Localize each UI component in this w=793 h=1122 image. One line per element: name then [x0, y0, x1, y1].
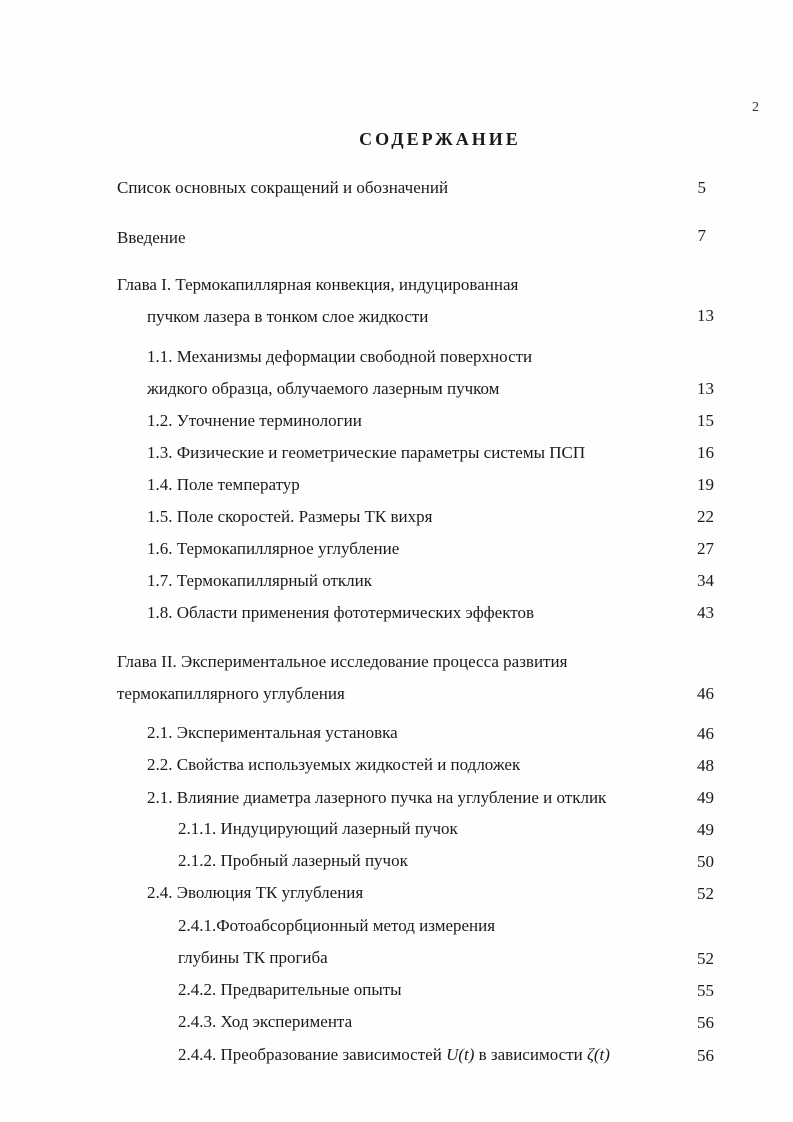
toc-entry-text-with-math: [178, 1045, 610, 1065]
toc-entry-text: 2.1.2. Пробный лазерный пучок: [178, 851, 408, 870]
toc-entry-text: глубины ТК прогиба: [178, 948, 328, 967]
toc-entry-page: 50: [697, 852, 714, 871]
page-number: 2: [752, 100, 759, 115]
toc-entry-text: 1.1. Механизмы деформации свободной поверхности: [147, 347, 533, 366]
toc-entry-page: 46: [697, 684, 714, 703]
toc-entry-text: 2.2. Свойства используемых жидкостей и подложек: [147, 755, 521, 774]
toc-entry-text: термокапиллярного углубления: [117, 684, 345, 703]
toc-entry-page: 16: [697, 443, 714, 462]
toc-entry-text: Глава II. Экспериментальное исследование процесса развития: [117, 652, 568, 671]
toc-entry-text: 1.6. Термокапиллярное углубление: [147, 539, 400, 558]
toc-title: СОДЕРЖАНИЕ: [359, 129, 521, 149]
toc-entry-page: 46: [697, 724, 714, 743]
toc-entry-text: 2.4. Эволюция ТК углубления: [147, 883, 364, 902]
toc-entry-text: Глава I. Термокапиллярная конвекция, индуцированная: [117, 275, 519, 294]
toc-entry-page: 52: [697, 949, 714, 968]
toc-entry-text: жидкого образца, облучаемого лазерным пучком: [147, 379, 500, 398]
toc-entry-page: 7: [697, 226, 706, 245]
toc-entry-text: 1.5. Поле скоростей. Размеры ТК вихря: [147, 507, 433, 526]
toc-entry-page: 55: [697, 981, 714, 1000]
toc-entry-text: пучком лазера в тонком слое жидкости: [147, 307, 429, 326]
toc-entry-page: 52: [697, 884, 714, 903]
toc-entry-text: 2.1.1. Индуцирующий лазерный пучок: [178, 819, 458, 838]
toc-entry-page: 22: [697, 507, 714, 526]
toc-entry-page: 15: [697, 411, 714, 430]
toc-entry-text: Список основных сокращений и обозначений: [117, 178, 449, 197]
toc-entry-text: 1.3. Физические и геометрические параметры системы ПСП: [147, 443, 586, 462]
toc-entry-page: 34: [697, 571, 714, 590]
toc-entry-page: 49: [697, 788, 714, 807]
toc-entry-text: в зависимости: [478, 1045, 583, 1064]
toc-entry-page: 48: [697, 756, 714, 775]
toc-entry-text: Введение: [117, 228, 186, 247]
toc-entry-text: 1.8. Области применения фототермических эффектов: [147, 603, 534, 622]
toc-entry-text: 1.2. Уточнение терминологии: [147, 411, 362, 430]
toc-entry-page: 56: [697, 1013, 714, 1032]
toc-entry-text: 2.4.2. Предварительные опыты: [178, 980, 402, 999]
toc-entry-page: 27: [697, 539, 714, 558]
math-zeta-of-t: ζ(t): [586, 1045, 610, 1064]
toc-entry-text: 1.7. Термокапиллярный отклик: [147, 571, 373, 590]
toc-entry-text: 2.4.1.Фотоабсорбционный метод измерения: [178, 916, 496, 935]
toc-entry-page: 13: [697, 379, 714, 398]
toc-entry-page: 13: [697, 306, 714, 325]
toc-entry-text: 2.4.4. Преобразование зависимостей: [178, 1045, 442, 1064]
toc-entry-text: 1.4. Поле температур: [147, 475, 300, 494]
toc-entry-text: 2.1. Влияние диаметра лазерного пучка на углубление и отклик: [147, 788, 607, 807]
math-U-of-t: U(t): [446, 1045, 475, 1064]
toc-entry-text: 2.1. Экспериментальная установка: [147, 723, 398, 742]
toc-entry-page: 49: [697, 820, 714, 839]
toc-entry-page: 56: [697, 1046, 714, 1065]
toc-entry-text: 2.4.3. Ход эксперимента: [178, 1012, 353, 1031]
toc-entry-page: 5: [697, 178, 706, 197]
toc-entry-page: 43: [697, 603, 714, 622]
toc-entry-page: 19: [697, 475, 714, 494]
